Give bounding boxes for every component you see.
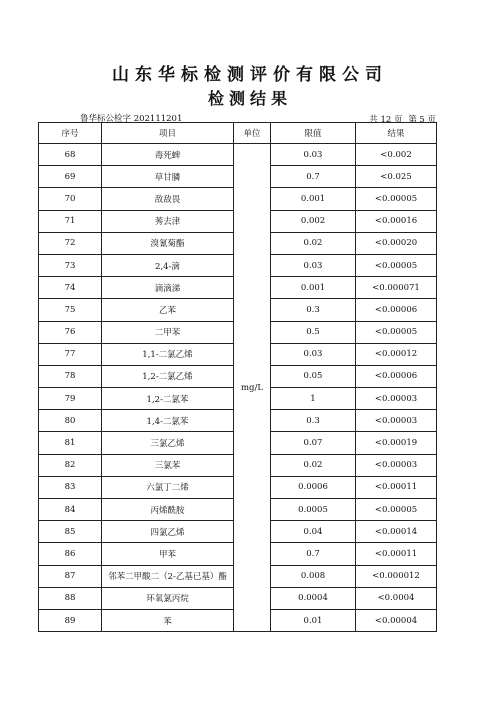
- cell-no: 78: [39, 365, 102, 387]
- cell-limit: 0.002: [271, 210, 356, 232]
- cell-no: 88: [39, 587, 102, 609]
- page-current: 第 5 页: [408, 115, 436, 125]
- cell-no: 69: [39, 166, 102, 188]
- organization-title: 山东华标检测评价有限公司: [112, 65, 388, 85]
- cell-item: 丙烯酰胺: [102, 499, 234, 521]
- cell-item: 草甘膦: [102, 166, 234, 188]
- cell-item: 毒死蜱: [102, 144, 234, 166]
- cell-item: 二甲苯: [102, 321, 234, 343]
- column-header-no: 序号: [39, 123, 102, 144]
- cell-limit: 0.01: [271, 609, 356, 631]
- cell-result: <0.00012: [356, 343, 437, 365]
- cell-no: 87: [39, 565, 102, 587]
- cell-result: <0.00005: [356, 254, 437, 276]
- cell-item: 六氯丁二烯: [102, 476, 234, 498]
- cell-limit: 0.0004: [271, 587, 356, 609]
- cell-limit: 0.02: [271, 454, 356, 476]
- cell-limit: 0.05: [271, 365, 356, 387]
- table-row: [39, 144, 437, 166]
- cell-no: 76: [39, 321, 102, 343]
- cell-no: 73: [39, 254, 102, 276]
- cell-result: <0.00003: [356, 410, 437, 432]
- cell-limit: 0.03: [271, 254, 356, 276]
- page-total: 共 12 页: [369, 115, 403, 125]
- cell-limit: 0.03: [271, 144, 356, 166]
- report-title: 检测结果: [207, 89, 292, 108]
- cell-no: 81: [39, 432, 102, 454]
- cell-result: <0.00003: [356, 454, 437, 476]
- cell-item: 苯: [102, 609, 234, 631]
- cell-item: 四氯乙烯: [102, 521, 234, 543]
- cell-limit: 0.3: [271, 299, 356, 321]
- cell-result: <0.002: [356, 144, 437, 166]
- cell-no: 75: [39, 299, 102, 321]
- cell-limit: 0.3: [271, 410, 356, 432]
- cell-item: 环氧氯丙烷: [102, 587, 234, 609]
- cell-result: <0.00004: [356, 609, 437, 631]
- cell-no: 86: [39, 543, 102, 565]
- cell-no: 72: [39, 232, 102, 254]
- cell-result: <0.00005: [356, 188, 437, 210]
- cell-limit: 0.03: [271, 343, 356, 365]
- column-header-unit: 单位: [234, 123, 271, 144]
- cell-result: <0.000012: [356, 565, 437, 587]
- table-body: [39, 144, 437, 632]
- cell-no: 68: [39, 144, 102, 166]
- cell-item: 莠去津: [102, 210, 234, 232]
- cell-item: 乙苯: [102, 299, 234, 321]
- cell-item: 1,2-二氯乙烯: [102, 365, 234, 387]
- cell-limit: 0.5: [271, 321, 356, 343]
- cell-limit: 0.001: [271, 277, 356, 299]
- cell-no: 82: [39, 454, 102, 476]
- cell-result: <0.00020: [356, 232, 437, 254]
- cell-no: 79: [39, 388, 102, 410]
- column-header-result: 结果: [356, 123, 437, 144]
- column-header-item: 项目: [102, 123, 234, 144]
- cell-result: <0.000071: [356, 277, 437, 299]
- cell-result: <0.00005: [356, 499, 437, 521]
- cell-limit: 0.0006: [271, 476, 356, 498]
- cell-result: <0.00014: [356, 521, 437, 543]
- cell-item: 三氯苯: [102, 454, 234, 476]
- cell-limit: 0.02: [271, 232, 356, 254]
- cell-item: 1,2-二氯苯: [102, 388, 234, 410]
- cell-result: <0.00006: [356, 365, 437, 387]
- cell-no: 83: [39, 476, 102, 498]
- cell-limit: 0.008: [271, 565, 356, 587]
- cell-limit: 0.04: [271, 521, 356, 543]
- results-table: [38, 122, 437, 632]
- cell-item: 敌敌畏: [102, 188, 234, 210]
- cell-item: 邻苯二甲酸二（2-乙基已基）酯: [102, 565, 234, 587]
- cell-limit: 0.07: [271, 432, 356, 454]
- cell-result: <0.00005: [356, 321, 437, 343]
- column-header-limit: 限值: [271, 123, 356, 144]
- cell-result: <0.0004: [356, 587, 437, 609]
- cell-item: 溴氰菊酯: [102, 232, 234, 254]
- cell-result: <0.00003: [356, 388, 437, 410]
- cell-limit: 0.0005: [271, 499, 356, 521]
- cell-result: <0.00011: [356, 543, 437, 565]
- cell-no: 80: [39, 410, 102, 432]
- cell-limit: 0.7: [271, 166, 356, 188]
- cell-result: <0.00011: [356, 476, 437, 498]
- cell-result: <0.00016: [356, 210, 437, 232]
- cell-no: 84: [39, 499, 102, 521]
- table-header-row: [39, 123, 437, 144]
- cell-item: 1,1-二氯乙烯: [102, 343, 234, 365]
- cell-result: <0.00006: [356, 299, 437, 321]
- cell-item: 滴滴涕: [102, 277, 234, 299]
- cell-limit: 0.001: [271, 188, 356, 210]
- cell-limit: 1: [271, 388, 356, 410]
- cell-no: 85: [39, 521, 102, 543]
- cell-no: 70: [39, 188, 102, 210]
- cell-result: <0.00019: [356, 432, 437, 454]
- cell-no: 77: [39, 343, 102, 365]
- cell-no: 74: [39, 277, 102, 299]
- cell-item: 三氯乙烯: [102, 432, 234, 454]
- cell-limit: 0.7: [271, 543, 356, 565]
- cell-item: 甲苯: [102, 543, 234, 565]
- cell-result: <0.025: [356, 166, 437, 188]
- cell-no: 71: [39, 210, 102, 232]
- cell-item: 1,4-二氯苯: [102, 410, 234, 432]
- report-number: 鲁华标公检字 202111201: [80, 114, 183, 124]
- cell-no: 89: [39, 609, 102, 631]
- cell-item: 2,4-滴: [102, 254, 234, 276]
- cell-unit: mg/L: [234, 144, 271, 632]
